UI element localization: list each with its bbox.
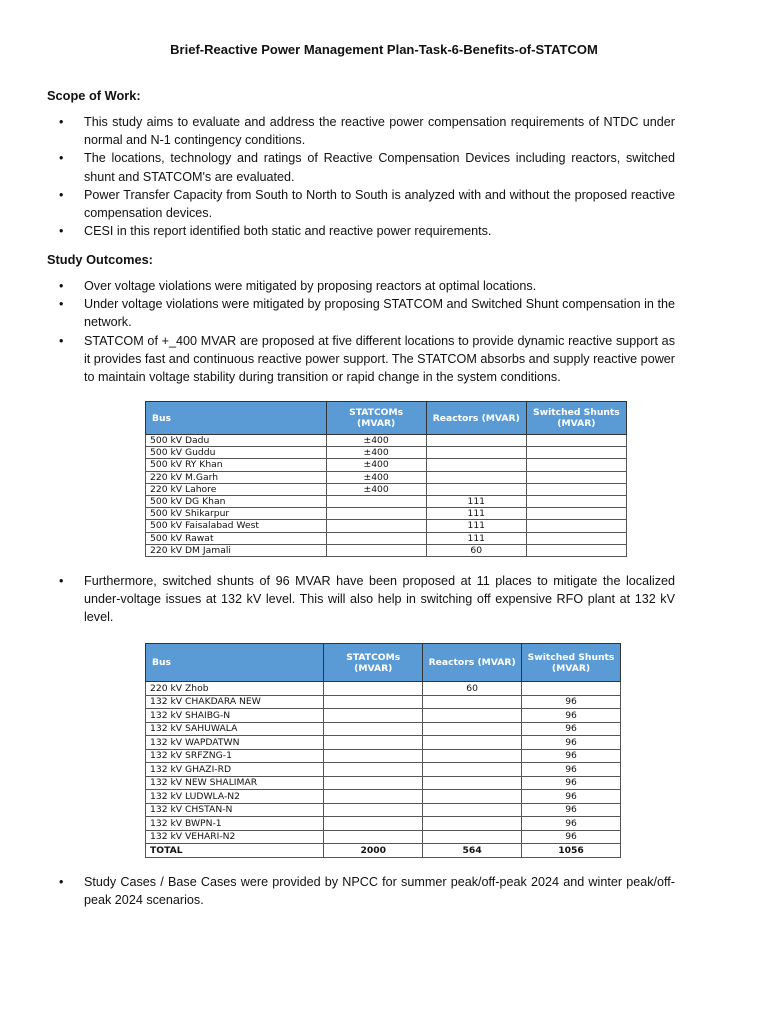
bus-cell: 132 kV SAHUWALA (146, 722, 324, 736)
value-cell (324, 682, 423, 696)
value-cell (526, 508, 626, 520)
table-row (146, 709, 621, 723)
list-item: • The locations, technology and ratings of Reactive Compensation Devices including reactors, switched shunt and STATCOM's are evaluated. (47, 149, 675, 185)
value-cell: 96 (522, 830, 621, 844)
value-cell (326, 544, 426, 556)
scope-heading: Scope of Work: (47, 88, 141, 103)
value-cell (326, 532, 426, 544)
list-item: • This study aims to evaluate and address the reactive power compensation requirements of NTDC under normal and N-1 contingency conditions. (47, 113, 675, 149)
outcomes-list-cont (47, 572, 675, 627)
column-header: Switched Shunts (MVAR) (522, 644, 621, 682)
table-row (146, 817, 621, 831)
value-cell (526, 459, 626, 471)
value-cell: 564 (423, 844, 522, 858)
table-row (146, 483, 627, 495)
value-cell (423, 763, 522, 777)
bus-cell: 500 kV DG Khan (146, 495, 327, 507)
value-cell (324, 722, 423, 736)
table-row (146, 532, 627, 544)
value-cell (423, 790, 522, 804)
bus-cell: 220 kV DM Jamali (146, 544, 327, 556)
compensation-table-2 (145, 643, 621, 858)
value-cell (324, 763, 423, 777)
value-cell: 96 (522, 749, 621, 763)
value-cell: 2000 (324, 844, 423, 858)
bus-cell: 220 kV Lahore (146, 483, 327, 495)
value-cell (324, 776, 423, 790)
bus-cell: 132 kV GHAZI-RD (146, 763, 324, 777)
value-cell: 1056 (522, 844, 621, 858)
value-cell (324, 790, 423, 804)
value-cell (423, 749, 522, 763)
bus-cell: 132 kV WAPDATWN (146, 736, 324, 750)
bus-cell: 500 kV Rawat (146, 532, 327, 544)
value-cell (326, 508, 426, 520)
column-header: Bus (146, 402, 327, 435)
table-row (146, 803, 621, 817)
value-cell: ±400 (326, 435, 426, 447)
scope-list (47, 113, 675, 240)
value-cell (423, 736, 522, 750)
table-row (146, 736, 621, 750)
list-item: • STATCOM of +_400 MVAR are proposed at five different locations to provide dynamic reactive support as it provides fast and continuous reactive power support. The STATCOM absorbs and supply reactive power to maintain voltage stability during transition or rapid change in the system conditions. (47, 332, 675, 387)
value-cell (426, 447, 526, 459)
value-cell: 96 (522, 695, 621, 709)
bus-cell: 132 kV CHSTAN-N (146, 803, 324, 817)
bus-cell: 132 kV LUDWLA-N2 (146, 790, 324, 804)
bus-cell: 132 kV CHAKDARA NEW (146, 695, 324, 709)
value-cell (324, 803, 423, 817)
table-header-row (146, 402, 627, 435)
value-cell: 111 (426, 495, 526, 507)
bus-cell: 132 kV SHAIBG-N (146, 709, 324, 723)
value-cell (526, 483, 626, 495)
table-row (146, 830, 621, 844)
column-header: Switched Shunts (MVAR) (526, 402, 626, 435)
table-row (146, 682, 621, 696)
value-cell (326, 495, 426, 507)
bus-cell: 500 kV Guddu (146, 447, 327, 459)
value-cell (526, 532, 626, 544)
value-cell: 111 (426, 508, 526, 520)
value-cell: 96 (522, 803, 621, 817)
list-item: • Over voltage violations were mitigated by proposing reactors at optimal locations. (47, 277, 675, 295)
value-cell (324, 695, 423, 709)
bus-cell: 132 kV SRFZNG-1 (146, 749, 324, 763)
value-cell: 96 (522, 817, 621, 831)
column-header: Bus (146, 644, 324, 682)
column-header: STATCOMs (MVAR) (326, 402, 426, 435)
value-cell: 96 (522, 722, 621, 736)
outcomes-list-final (47, 873, 675, 909)
value-cell: 111 (426, 532, 526, 544)
bus-cell: 500 kV Shikarpur (146, 508, 327, 520)
value-cell: 60 (426, 544, 526, 556)
value-cell (526, 544, 626, 556)
value-cell: ±400 (326, 459, 426, 471)
table-row (146, 695, 621, 709)
value-cell (526, 447, 626, 459)
column-header: Reactors (MVAR) (423, 644, 522, 682)
compensation-table-1 (145, 401, 627, 557)
value-cell (324, 736, 423, 750)
table-row (146, 790, 621, 804)
value-cell (324, 749, 423, 763)
table-header-row (146, 644, 621, 682)
value-cell: 96 (522, 763, 621, 777)
bus-cell: 500 kV Faisalabad West (146, 520, 327, 532)
list-item: • Furthermore, switched shunts of 96 MVAR have been proposed at 11 places to mitigate the localized under-voltage issues at 132 kV level. This will also help in switching off expensive RFO plant at 132 kV level. (47, 572, 675, 627)
value-cell: 60 (423, 682, 522, 696)
table-row (146, 722, 621, 736)
value-cell (526, 435, 626, 447)
table-total-row (146, 844, 621, 858)
value-cell: 111 (426, 520, 526, 532)
table-row (146, 495, 627, 507)
value-cell (324, 830, 423, 844)
outcomes-heading: Study Outcomes: (47, 252, 153, 267)
value-cell (526, 520, 626, 532)
list-item: • Power Transfer Capacity from South to North to South is analyzed with and without the proposed reactive compensation devices. (47, 186, 675, 222)
column-header: Reactors (MVAR) (426, 402, 526, 435)
list-item: • Study Cases / Base Cases were provided by NPCC for summer peak/off-peak 2024 and winter peak/off-peak 2024 scenarios. (47, 873, 675, 909)
value-cell (423, 709, 522, 723)
value-cell: 96 (522, 709, 621, 723)
bus-cell: 132 kV BWPN-1 (146, 817, 324, 831)
table-row (146, 544, 627, 556)
outcomes-list (47, 277, 675, 386)
value-cell: 96 (522, 790, 621, 804)
value-cell (522, 682, 621, 696)
table-row (146, 471, 627, 483)
value-cell (423, 722, 522, 736)
table-row (146, 749, 621, 763)
value-cell: 96 (522, 736, 621, 750)
value-cell (426, 435, 526, 447)
table-row (146, 776, 621, 790)
table-row (146, 520, 627, 532)
value-cell (423, 830, 522, 844)
table-row (146, 459, 627, 471)
value-cell (324, 709, 423, 723)
value-cell (426, 483, 526, 495)
value-cell (526, 495, 626, 507)
bus-cell: 500 kV RY Khan (146, 459, 327, 471)
value-cell: ±400 (326, 483, 426, 495)
bus-cell: 220 kV Zhob (146, 682, 324, 696)
value-cell (423, 817, 522, 831)
value-cell: ±400 (326, 447, 426, 459)
bus-cell: 500 kV Dadu (146, 435, 327, 447)
value-cell (423, 776, 522, 790)
table-row (146, 763, 621, 777)
bus-cell: 220 kV M.Garh (146, 471, 327, 483)
table-row (146, 508, 627, 520)
table-row (146, 447, 627, 459)
value-cell: ±400 (326, 471, 426, 483)
bus-cell: TOTAL (146, 844, 324, 858)
list-item: • Under voltage violations were mitigated by proposing STATCOM and Switched Shunt compensation in the network. (47, 295, 675, 331)
bus-cell: 132 kV VEHARI-N2 (146, 830, 324, 844)
value-cell (423, 695, 522, 709)
value-cell: 96 (522, 776, 621, 790)
value-cell (526, 471, 626, 483)
value-cell (426, 459, 526, 471)
value-cell (324, 817, 423, 831)
value-cell (326, 520, 426, 532)
document-title: Brief-Reactive Power Management Plan-Task-6-Benefits-of-STATCOM (170, 42, 598, 57)
value-cell (426, 471, 526, 483)
table-row (146, 435, 627, 447)
value-cell (423, 803, 522, 817)
bus-cell: 132 kV NEW SHALIMAR (146, 776, 324, 790)
column-header: STATCOMs (MVAR) (324, 644, 423, 682)
list-item: • CESI in this report identified both static and reactive power requirements. (47, 222, 675, 240)
